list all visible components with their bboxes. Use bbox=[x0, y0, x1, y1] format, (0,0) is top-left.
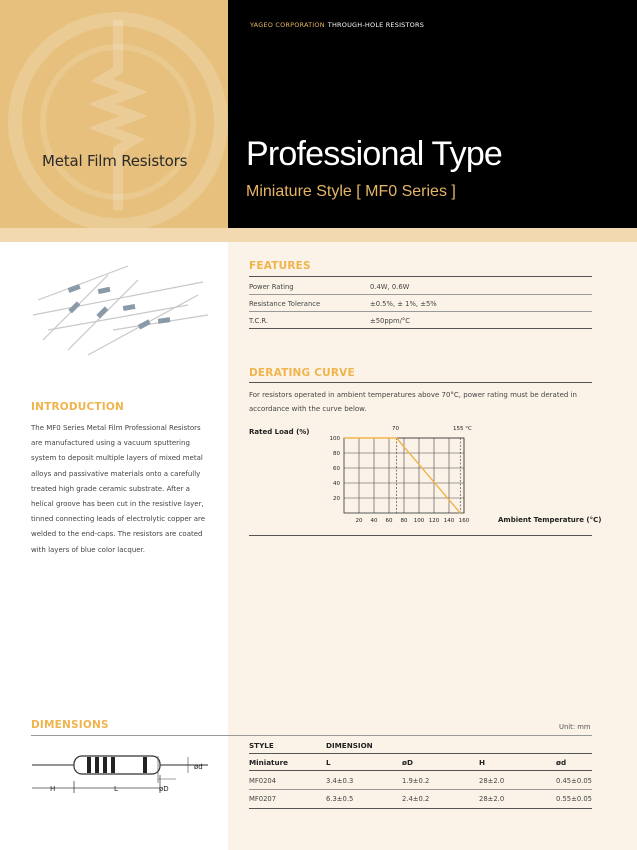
dimensions-subheader-rule bbox=[249, 770, 592, 771]
product-line: THROUGH-HOLE RESISTORS bbox=[327, 21, 425, 29]
table-cell: 2.4±0.2 bbox=[402, 795, 430, 803]
features-divider bbox=[249, 294, 592, 295]
feature-value-power: 0.4W, 0.6W bbox=[370, 283, 410, 291]
corporation-name: YAGEO CORPORATION bbox=[250, 21, 325, 29]
derating-series-line bbox=[344, 438, 460, 513]
chart-xlabel: Ambient Temperature (°C) bbox=[498, 516, 602, 524]
dimensions-subheader-od-lead: ød bbox=[556, 758, 567, 767]
page-subtitle: Miniature Style [ MF0 Series ] bbox=[246, 183, 456, 200]
diagram-label-od-body: øD bbox=[159, 785, 169, 793]
x-tick-label: 20 bbox=[355, 518, 363, 524]
dimensions-subheader-h: H bbox=[479, 758, 486, 767]
dimensions-subheader-miniature: Miniature bbox=[249, 758, 289, 767]
chart-ylabel: Rated Load (%) bbox=[249, 428, 310, 436]
features-top-rule bbox=[249, 276, 592, 277]
features-heading: FEATURES bbox=[249, 260, 311, 272]
dimensions-header-rule bbox=[249, 753, 592, 754]
derating-chart bbox=[320, 432, 480, 532]
table-cell: 6.3±0.5 bbox=[326, 795, 354, 803]
dimensions-top-rule bbox=[31, 735, 592, 736]
y-tick-label: 60 bbox=[333, 466, 340, 472]
chart-annotation-70: 70 bbox=[392, 426, 399, 432]
features-divider bbox=[249, 311, 592, 312]
table-cell: 0.55±0.05 bbox=[556, 795, 592, 803]
watermark-resistor-zigzag-icon bbox=[0, 0, 228, 228]
dimensions-heading: DIMENSIONS bbox=[31, 719, 109, 731]
introduction-text: The MF0 Series Metal Film Professional Resistors are manufactured using a vacuum sputtering system to deposit multiple layers of mixed metal alloys and passivative materials onto a carefully treated high grade ceramic substrate. After a helical groove has been cut in the resistive layer, tinned connecting leads of electrolytic copper are welded to the end-caps. The resistors are coated with layers of blue color lacquer. bbox=[31, 424, 206, 554]
table-cell: MF0204 bbox=[249, 777, 277, 785]
table-cell: MF0207 bbox=[249, 795, 277, 803]
derating-top-rule bbox=[249, 382, 592, 383]
resistor-dimension-diagram bbox=[30, 745, 215, 800]
diagram-label-l: L bbox=[114, 785, 118, 793]
x-tick-label: 60 bbox=[385, 518, 393, 524]
x-tick-label: 40 bbox=[370, 518, 378, 524]
y-tick-label: 80 bbox=[333, 451, 340, 457]
feature-value-tcr: ±50ppm/°C bbox=[370, 317, 411, 325]
x-tick-label: 80 bbox=[400, 518, 408, 524]
x-tick-label: 100 bbox=[413, 518, 425, 524]
dimensions-bottom-rule bbox=[249, 808, 592, 809]
introduction-heading: INTRODUCTION bbox=[31, 401, 124, 413]
x-tick-label: 120 bbox=[428, 518, 440, 524]
derating-heading: DERATING CURVE bbox=[249, 367, 355, 379]
features-bottom-rule bbox=[249, 328, 592, 329]
chart-annotation-155: 155 °C bbox=[453, 426, 472, 432]
table-cell: 28±2.0 bbox=[479, 795, 505, 803]
x-tick-label: 160 bbox=[458, 518, 470, 524]
table-cell: 3.4±0.3 bbox=[326, 777, 354, 785]
page-title: Professional Type bbox=[246, 135, 503, 173]
derating-bottom-rule bbox=[249, 535, 592, 536]
resistor-photo bbox=[28, 260, 208, 360]
dimensions-row-divider bbox=[249, 789, 592, 790]
right-column-panel bbox=[228, 242, 637, 850]
dimensions-col-style: STYLE bbox=[249, 741, 274, 750]
dimensions-col-dimension: DIMENSION bbox=[326, 741, 373, 750]
feature-label-tolerance: Resistance Tolerance bbox=[249, 300, 321, 308]
feature-label-tcr: T.C.R. bbox=[249, 317, 269, 325]
y-tick-label: 40 bbox=[333, 481, 340, 487]
diagram-label-od-lead: ød bbox=[194, 763, 203, 771]
feature-label-power: Power Rating bbox=[249, 283, 294, 291]
feature-value-tolerance: ±0.5%, ± 1%, ±5% bbox=[370, 300, 437, 308]
y-tick-label: 100 bbox=[329, 436, 340, 442]
header-right-panel bbox=[228, 0, 637, 228]
x-tick-label: 140 bbox=[443, 518, 455, 524]
dimensions-subheader-l: L bbox=[326, 758, 331, 767]
derating-text: For resistors operated in ambient temperatures above 70°C, power rating must be derated in accordance with the curve below. bbox=[249, 391, 577, 413]
table-cell: 0.45±0.05 bbox=[556, 777, 592, 785]
dimensions-subheader-od-body: øD bbox=[402, 758, 413, 767]
header-left-panel bbox=[0, 0, 228, 228]
table-cell: 1.9±0.2 bbox=[402, 777, 430, 785]
header-band bbox=[0, 228, 637, 242]
y-tick-label: 20 bbox=[333, 496, 340, 502]
diagram-label-h: H bbox=[50, 785, 56, 793]
category-label: Metal Film Resistors bbox=[42, 152, 188, 170]
dimensions-unit: Unit: mm bbox=[559, 723, 591, 731]
table-cell: 28±2.0 bbox=[479, 777, 505, 785]
brand-line bbox=[250, 21, 424, 29]
